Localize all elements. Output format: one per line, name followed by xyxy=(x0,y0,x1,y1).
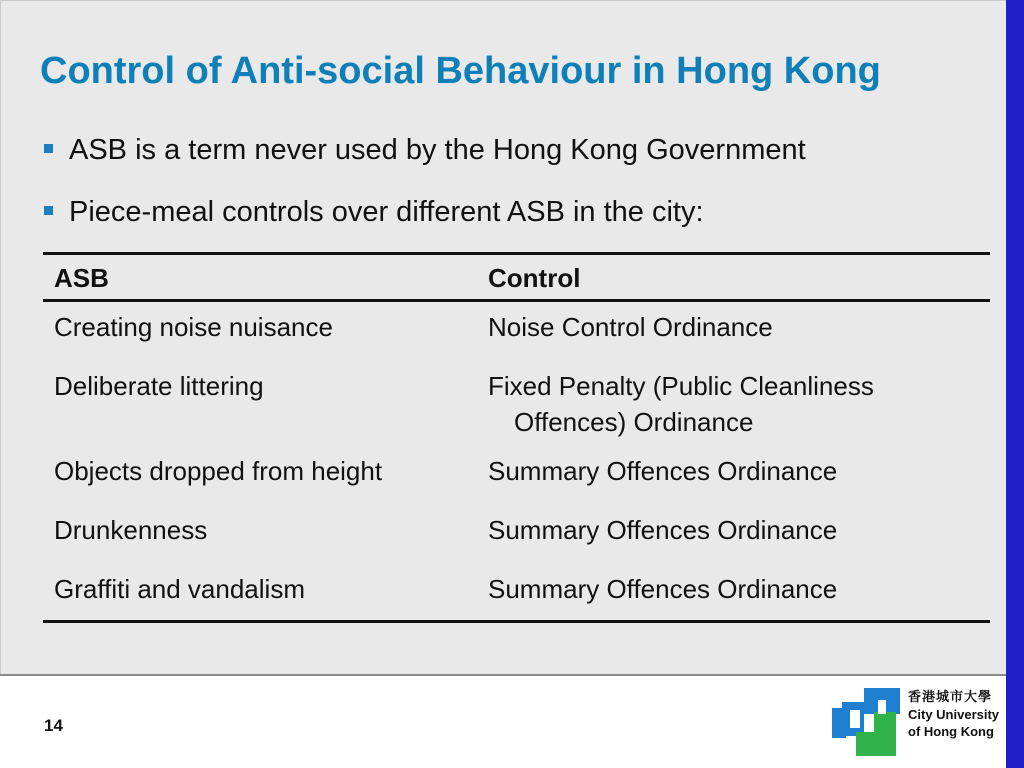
control-text-line: Fixed Penalty (Public Cleanliness xyxy=(488,371,874,401)
page-number: 14 xyxy=(44,716,63,735)
square-bullet-icon xyxy=(44,206,53,215)
right-accent-bar xyxy=(1006,0,1024,768)
table-cell-asb: Drunkenness xyxy=(54,515,208,545)
bullet-text: ASB is a term never used by the Hong Kong Government xyxy=(69,134,806,166)
footer-divider xyxy=(0,674,1006,676)
column-header-asb: ASB xyxy=(54,263,109,293)
logo-chinese-name: 香港城市大學 xyxy=(908,689,993,704)
square-bullet-icon xyxy=(44,144,53,153)
bullet-list xyxy=(44,130,806,254)
table-cell-control: Noise Control Ordinance xyxy=(488,312,773,342)
control-text-line: Offences) Ordinance xyxy=(514,407,754,437)
table-cell-asb: Creating noise nuisance xyxy=(54,312,333,342)
column-header-control: Control xyxy=(488,263,581,293)
logo-wordmark xyxy=(908,688,999,740)
table-cell-asb: Graffiti and vandalism xyxy=(54,574,305,604)
table-cell-control: Summary Offences Ordinance xyxy=(488,574,838,604)
table-cell-asb: Objects dropped from height xyxy=(54,456,383,486)
logo-english-line: City University xyxy=(908,707,1000,722)
table-cell-control: Summary Offences Ordinance xyxy=(488,456,838,486)
university-logo xyxy=(828,684,1002,760)
table-cell-control: Summary Offences Ordinance xyxy=(488,515,838,545)
slide-title: Control of Anti-social Behaviour in Hong Kong xyxy=(40,50,881,92)
table-header-rule xyxy=(43,299,990,302)
bullet-text: Piece-meal controls over different ASB in the city: xyxy=(69,196,704,228)
table-cell-control xyxy=(488,368,978,440)
table-top-rule xyxy=(43,252,990,255)
table-bottom-rule xyxy=(43,620,990,623)
logo-english-line: of Hong Kong xyxy=(908,724,994,739)
table-cell-asb: Deliberate littering xyxy=(54,371,264,401)
cityu-logo-icon xyxy=(828,684,904,760)
bullet-item xyxy=(44,130,806,192)
bullet-item xyxy=(44,192,806,254)
